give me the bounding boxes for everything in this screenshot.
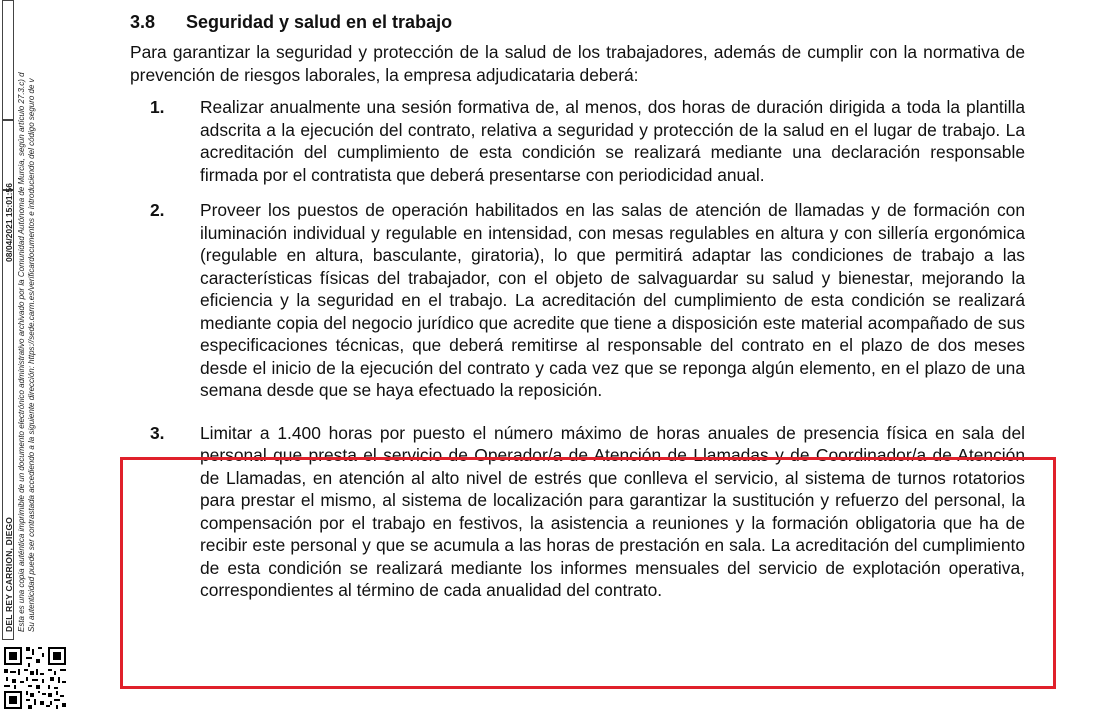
authenticity-notice-line1: Esta es una copia auténtica imprimible de un documento electrónico administrativo archivado por la Comunidad Autónoma de Murcia, según artículo 27.3.c) d [17, 72, 26, 632]
authenticity-notice-line2: Su autenticidad puede ser contrastada accediendo a la siguiente dirección: https://sede.carm.es/verificardocumentos e introduciendo del código seguro de v [27, 78, 36, 632]
list-item-3 [130, 422, 1025, 602]
document-margin-strip [0, 0, 68, 720]
margin-box-mid [2, 120, 14, 190]
list-item-text: Realizar anualmente una sesión formativa de, al menos, dos horas de duración dirigida a toda la plantilla adscrita a la ejecución del contrato, relativa a seguridad y protección de la salud en el lugar de trabajo. La acreditación del cumplimiento de esta condición se realizará mediante una declaración responsable firmada por el contratista que deberá presentarse con periodicidad anual. [200, 97, 1025, 185]
list-item-number: 3. [150, 422, 165, 443]
signature-date: 08/04/2021 15:01:56 [4, 183, 14, 262]
list-item-number: 1. [150, 97, 165, 117]
list-item-text: Proveer los puestos de operación habilitados en las salas de atención de llamadas y de formación con iluminación individual y regulable en intensidad, con mesas regulables en altura y con sillería ergonómica (regulable en altura, basculante, giratoria), lo que permitirá adaptar las condiciones de trabajo a las características físicas del trabajador, con el objeto de salvaguardar su salud y bienestar, mejorando la eficiencia y la seguridad en el trabajo. La acreditación del cumplimiento de esta condición se realizará mediante copia del negocio jurídico que acredite que tiene a disposición este material acompañado de sus especificaciones técnicas, que deberá remitirse al responsable del contrato en el plazo de dos meses desde el inicio de la ejecución del contrato y cada vez que se reponga algún elemento, en el plazo de una semana desde que se haya efectuado la reposición. [200, 200, 1025, 400]
list-item-2 [130, 199, 1025, 402]
list-item-text: Limitar a 1.400 horas por puesto el número máximo de horas anuales de presencia física en sala del personal que presta el servicio de Operador/a de Atención de Llamadas y de Coordinador/a de Atención de Llamadas, en atención al alto nivel de estrés que conlleva el servicio, al sistema de turnos rotatorios para prestar el mismo, al sistema de localización para garantizar la sustitución y refuerzo del personal, la compensación por el trabajo en festivos, la asistencia a reuniones y la formación obligatoria que ha de recibir este personal y que se acumula a las horas de prestación en sala. La acreditación del cumplimiento de esta condición se realizará mediante los informes mensuales del servicio de explotación operativa, correspondientes al término de cada anualidad del contrato. [200, 422, 1025, 600]
section-intro: Para garantizar la seguridad y protección de la salud de los trabajadores, además de cumplir con la normativa de prevención de riesgos laborales, la empresa adjudicataria deberá: [130, 42, 1025, 85]
qr-code-icon [2, 645, 68, 711]
section-number: 3.8 [130, 12, 156, 32]
list-item-1 [130, 96, 1025, 186]
section-title: Seguridad y salud en el trabajo [186, 12, 453, 32]
section-heading [130, 12, 1025, 33]
signer-name: DEL REY CARRION, DIEGO [4, 516, 14, 632]
margin-box-top [2, 0, 14, 120]
document-body [130, 12, 1025, 615]
list-item-number: 2. [150, 200, 165, 220]
